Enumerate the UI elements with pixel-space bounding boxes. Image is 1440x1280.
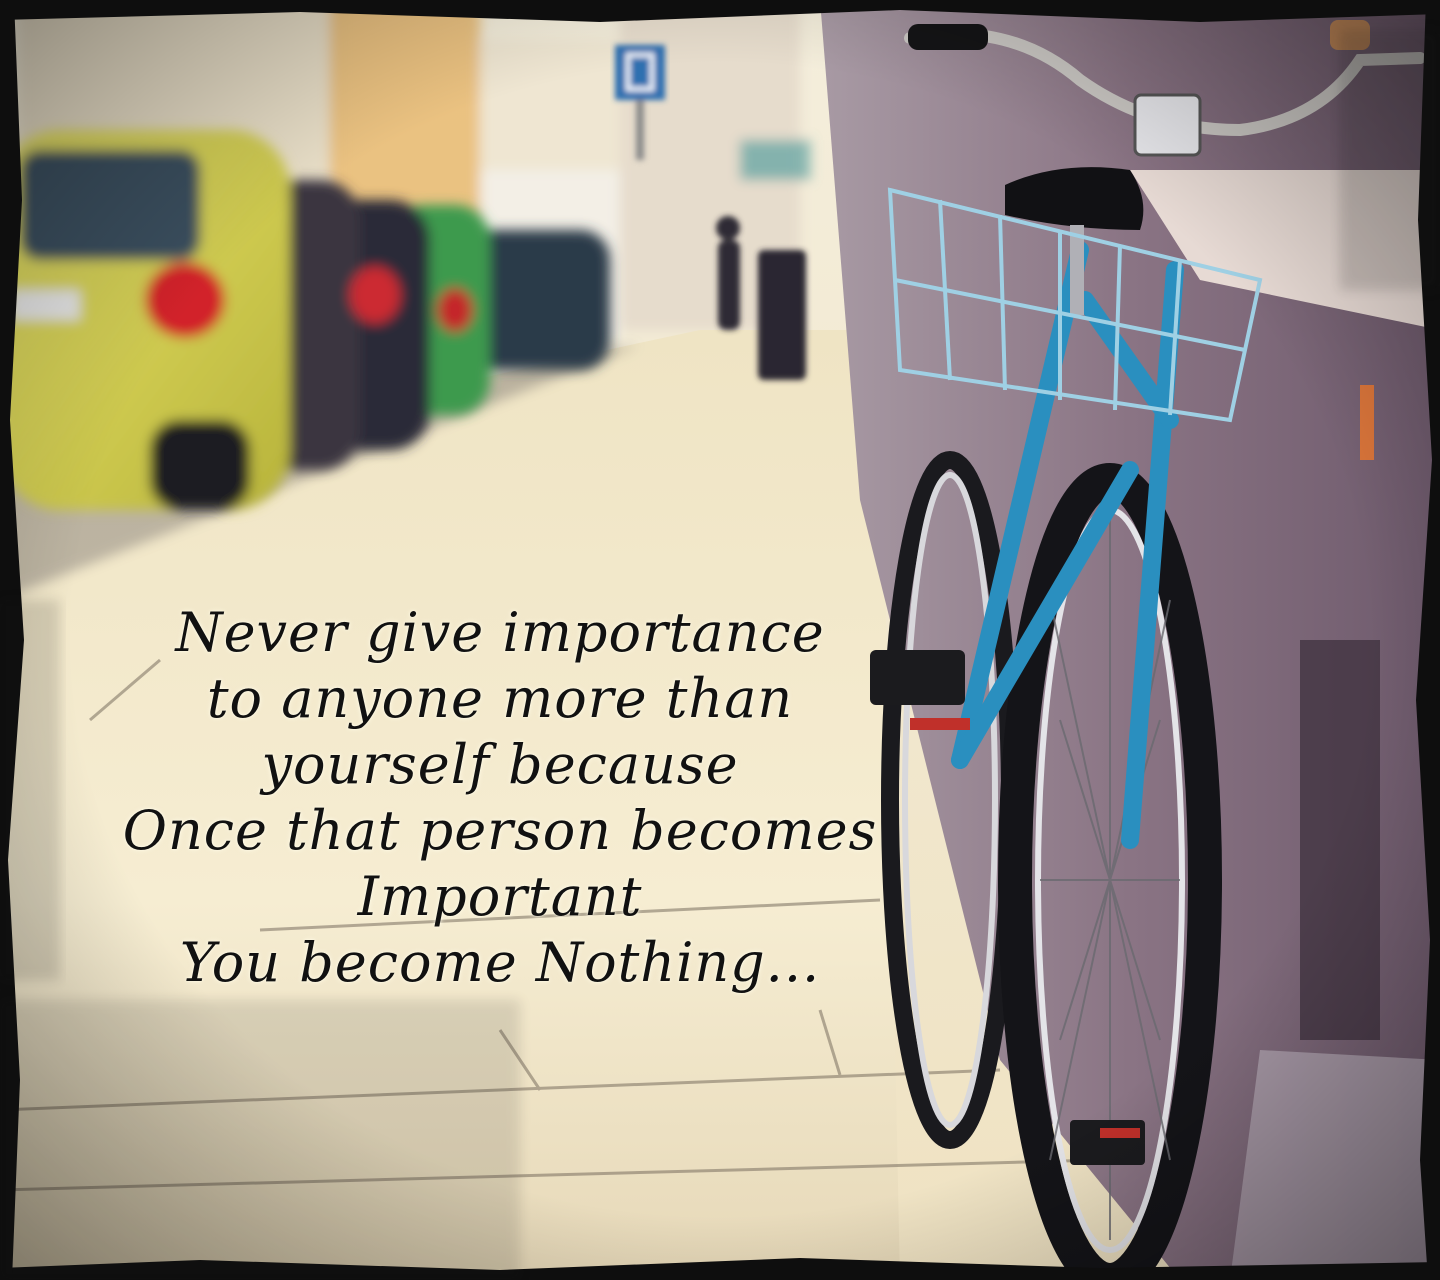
quote-line: Never give importance bbox=[175, 601, 825, 664]
quote-line: Once that person becomes bbox=[122, 799, 878, 862]
quote-line: to anyone more than bbox=[206, 667, 794, 730]
quote-text bbox=[60, 600, 940, 996]
quote-line: You become Nothing... bbox=[179, 931, 821, 994]
quote-line: Important bbox=[357, 865, 643, 928]
quote-line: yourself because bbox=[261, 733, 739, 796]
